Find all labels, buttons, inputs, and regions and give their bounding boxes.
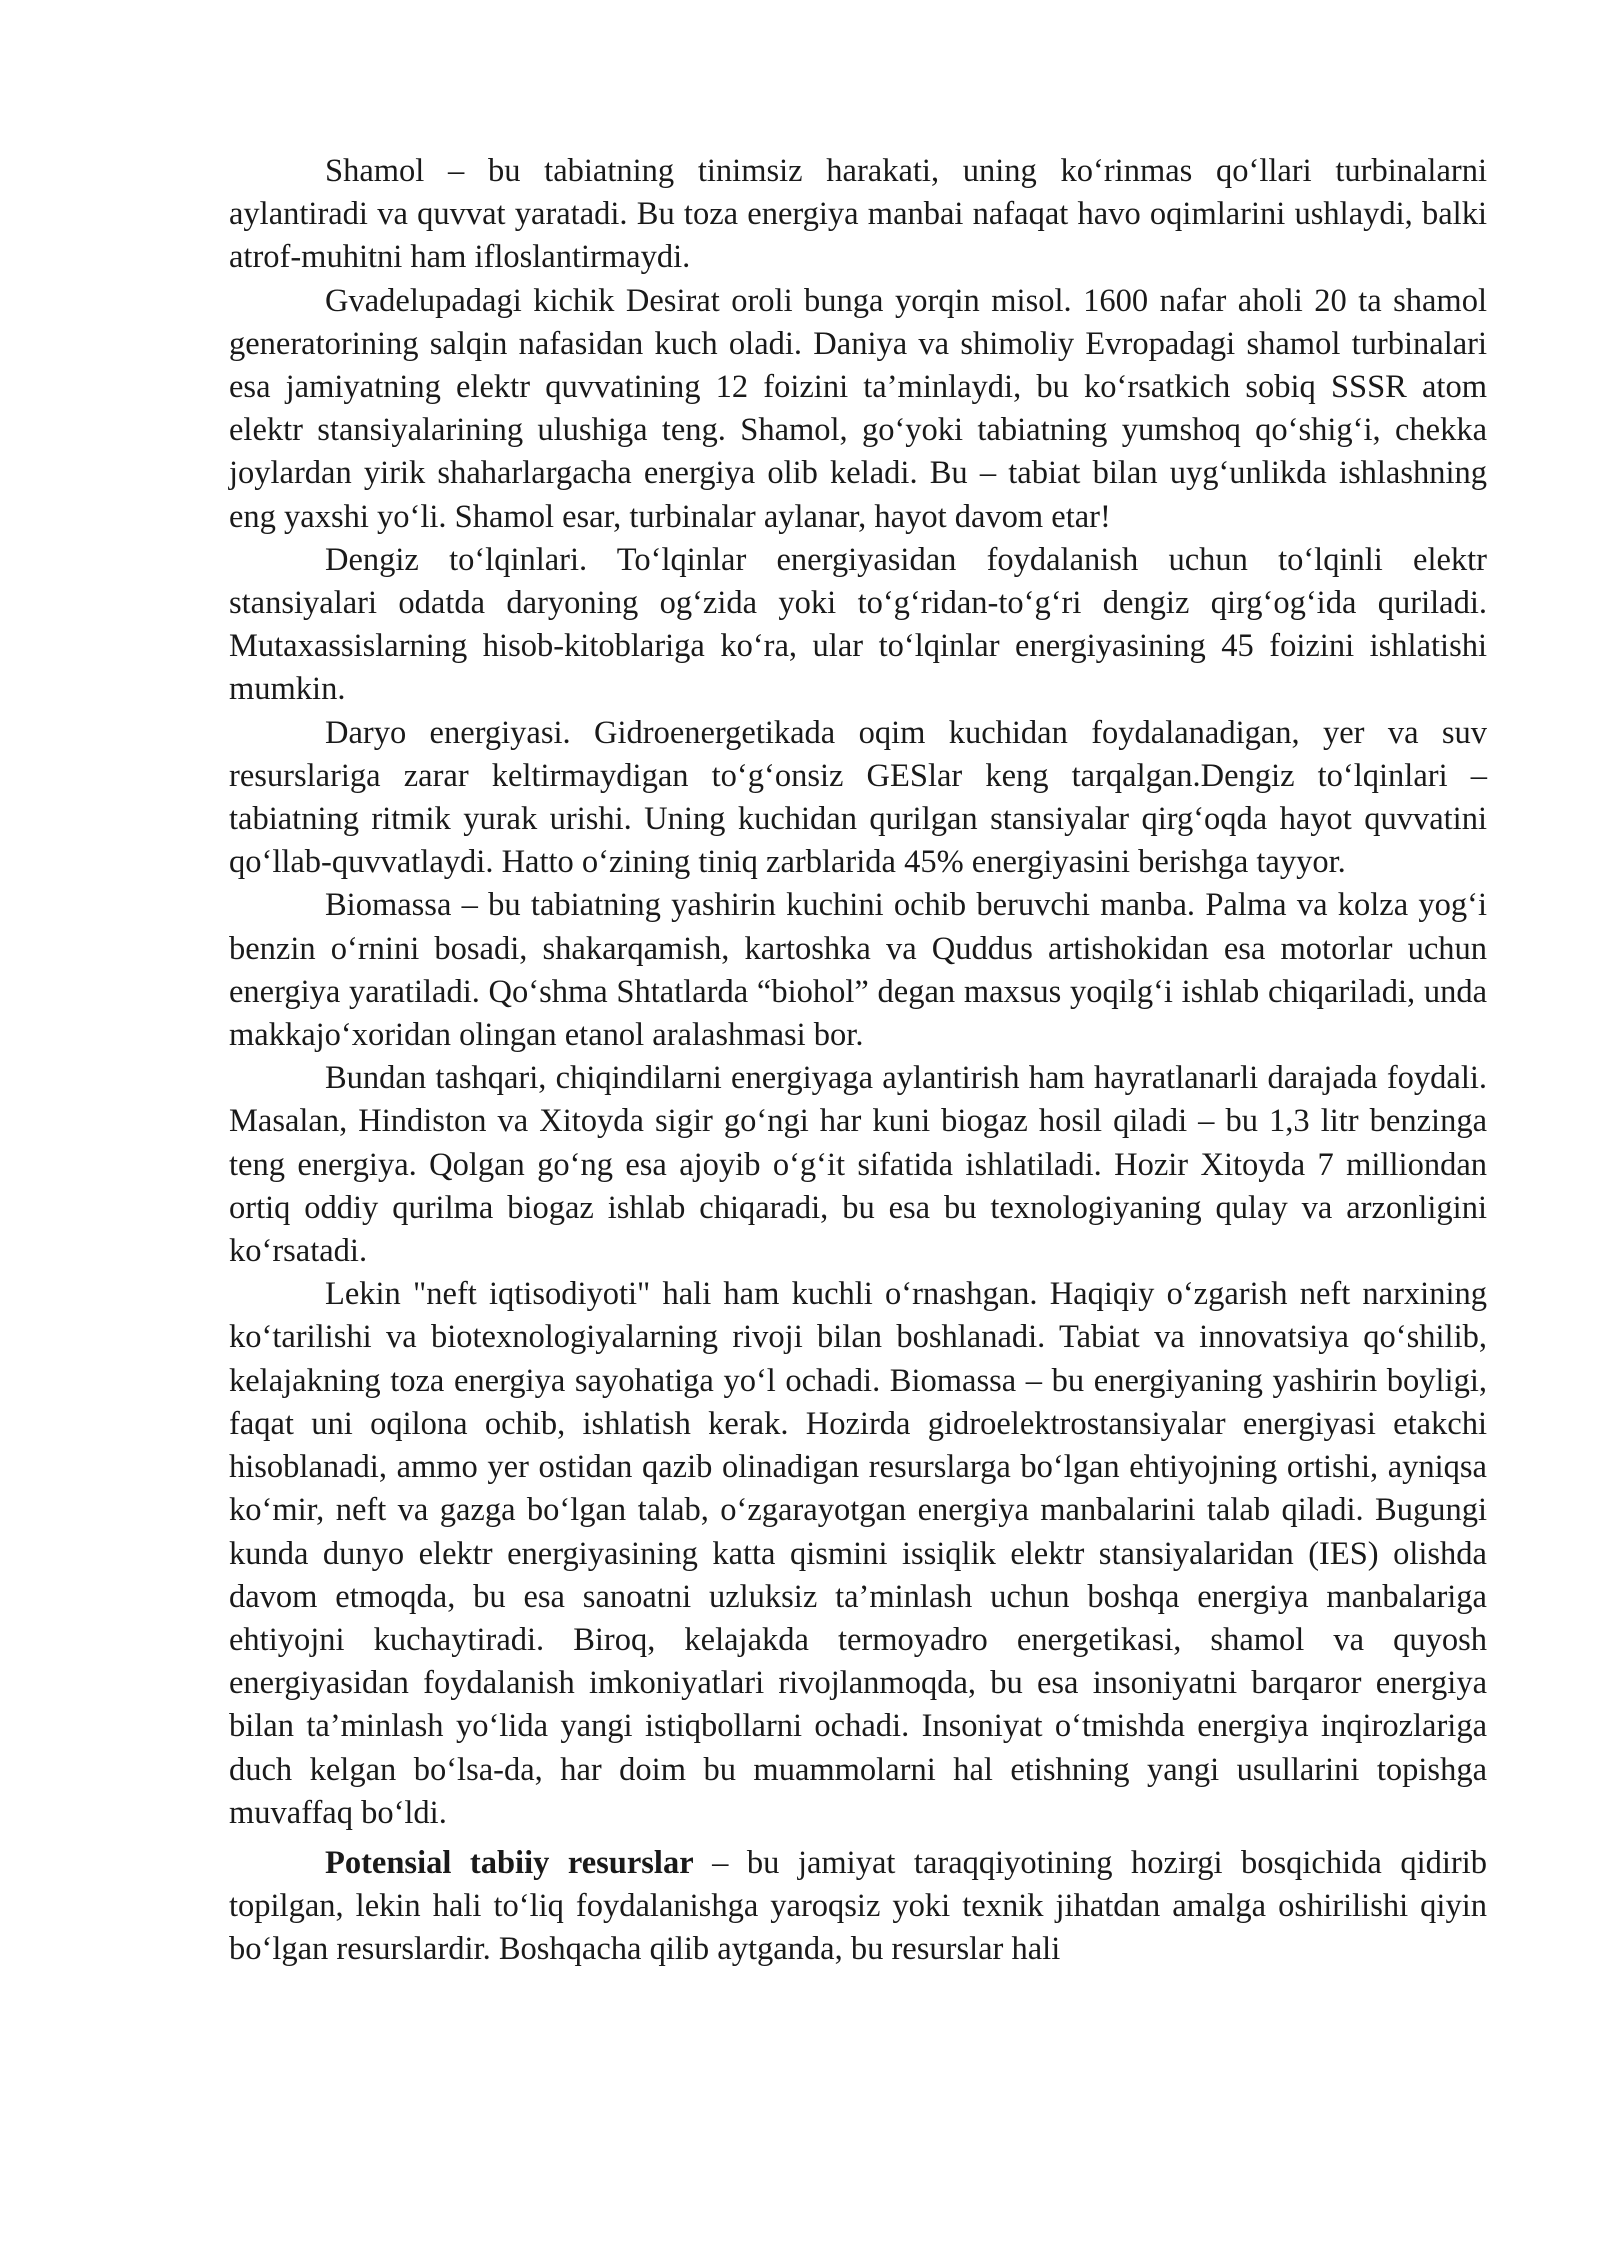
paragraph-sea-waves: Dengiz to‘lqinlari. To‘lqinlar energiyasidan foydalanish uchun to‘lqinli elektr stansiyalari odatda daryoning og‘zida yoki to‘g‘ridan-to‘g‘ri dengiz qirg‘og‘ida quriladi. Mutaxassislarning hisob-kitoblariga ko‘ra, ular to‘lqinlar energiyasining 45 foizini ishlatishi mumkin.: [229, 541, 1487, 708]
paragraph-waste-energy: Bundan tashqari, chiqindilarni energiyaga aylantirish ham hayratlanarli darajada foydali. Masalan, Hindiston va Xitoyda sigir go‘ngi har kuni biogaz hosil qiladi – bu 1,3 litr benzinga teng energiya. Qolgan go‘ng esa ajoyib o‘g‘it sifatida ishlatiladi. Hozir Xitoyda 7 milliondan ortiq oddiy qurilma biogaz ishlab chiqaradi, bu esa bu texnologiyaning qulay va arzonligini ko‘rsatadi.: [229, 1060, 1487, 1270]
paragraph-guadeloupe: Gvadelupadagi kichik Desirat oroli bunga yorqin misol. 1600 nafar aholi 20 ta shamol generatorining salqin nafasidan kuch oladi. Daniya va shimoliy Evropadagi shamol turbinalari esa jamiyatning elektr quvvatining 12 foizini ta’minlaydi, bu ko‘rsatkich sobiq SSSR atom elektr stansiyalarining ulushiga teng. Shamol, go‘yoki tabiatning yumshoq qo‘shig‘i, chekka joylardan yirik shaharlargacha energiya olib keladi. Bu – tabiat bilan uyg‘unlikda ishlashning eng yaxshi yo‘li. Shamol esar, turbinalar aylanar, hayot davom etar!: [229, 282, 1487, 535]
term-definition: – bu jamiyat taraqqiyotining hozirgi bosqichida qidirib topilgan, lekin hali to‘liq foydalanishga yaroqsiz yoki texnik jihatdan amalga oshirilishi qiyin bo‘lgan resurslardir. Boshqacha qilib aytganda, bu resurslar hali: [229, 1844, 1487, 1968]
paragraph-river-energy: Daryo energiyasi. Gidroenergetikada oqim kuchidan foydalanadigan, yer va suv resurslariga zarar keltirmaydigan to‘g‘onsiz GESlar keng tarqalgan.Dengiz to‘lqinlari – tabiatning ritmik yurak urishi. Uning kuchidan qurilgan stansiyalar qirg‘oqda hayot quvvatini qo‘llab-quvvatlaydi. Hatto o‘zining tiniq zarblarida 45% energiyasini berishga tayyor.: [229, 714, 1487, 881]
paragraph-biomass: Biomassa – bu tabiatning yashirin kuchini ochib beruvchi manba. Palma va kolza yog‘i benzin o‘rnini bosadi, shakarqamish, kartoshka va Quddus artishokidan esa motorlar uchun energiya yaratiladi. Qo‘shma Shtatlarda “biohol” degan maxsus yoqilg‘i ishlab chiqariladi, unda makkajo‘xoridan olingan etanol aralashmasi bor.: [229, 887, 1487, 1054]
paragraph-potential-resources: [229, 1842, 1487, 1972]
document-page: [229, 150, 1487, 1972]
paragraph-wind: Shamol – bu tabiatning tinimsiz harakati, uning ko‘rinmas qo‘llari turbinalarni aylantiradi va quvvat yaratadi. Bu toza energiya manbai nafaqat havo oqimlarini ushlaydi, balki atrof-muhitni ham ifloslantirmaydi.: [229, 153, 1487, 276]
paragraph-oil-economy: Lekin "neft iqtisodiyoti" hali ham kuchli o‘rnashgan. Haqiqiy o‘zgarish neft narxining ko‘tarilishi va biotexnologiyalarning rivoji bilan boshlanadi. Tabiat va innovatsiya qo‘shilib, kelajakning toza energiya sayohatiga yo‘l ochadi. Biomassa – bu energiyaning yashirin boyligi, faqat uni oqilona ochib, ishlatish kerak. Hozirda gidroelektrostansiyalar energiyasi etakchi hisoblanadi, ammo yer ostidan qazib olinadigan resurslarga bo‘lgan ehtiyojning ortishi, ayniqsa ko‘mir, neft va gazga bo‘lgan talab, o‘zgarayotgan energiya manbalarini talab qiladi. Bugungi kunda dunyo elektr energiyasining katta qismini issiqlik elektr stansiyalaridan (IES) olishda davom etmoqda, bu esa sanoatni uzluksiz ta’minlash uchun boshqa energiya manbalariga ehtiyojni kuchaytiradi. Biroq, kelajakda termoyadro energetikasi, shamol va quyosh energiyasidan foydalanish imkoniyatlari rivojlanmoqda, bu esa insoniyatni barqaror energiya bilan ta’minlash yo‘lida yangi istiqbollarni ochadi. Insoniyat o‘tmishda energiya inqirozlariga duch kelgan bo‘lsa-da, har doim bu muammolarni hal etishning yangi usullarini topishga muvaffaq bo‘ldi.: [229, 1276, 1487, 1831]
term-heading: Potensial tabiiy resurslar: [325, 1844, 694, 1881]
